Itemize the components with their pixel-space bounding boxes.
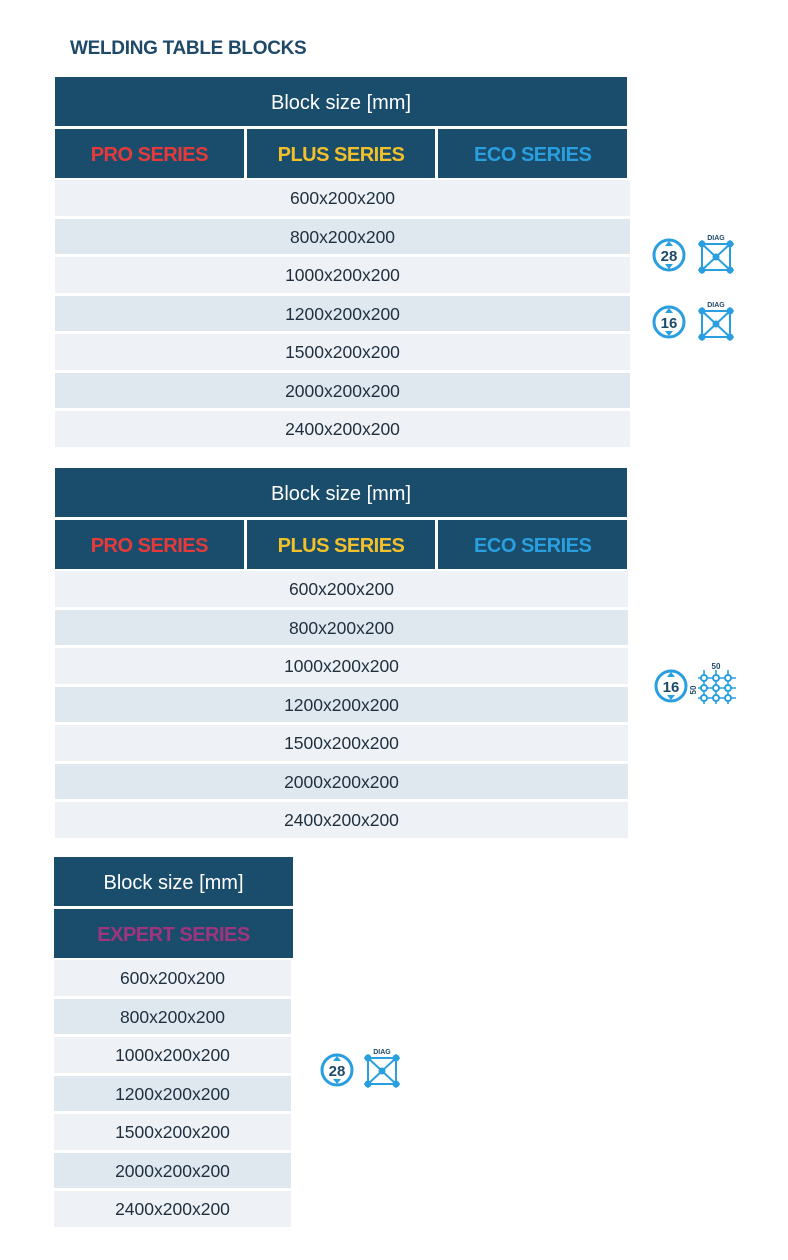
svg-text:DIAG: DIAG <box>373 1049 391 1056</box>
table-row: 2400x200x200 <box>55 411 630 447</box>
table-row: 800x200x200 <box>54 999 291 1035</box>
page-title: WELDING TABLE BLOCKS <box>70 38 307 59</box>
svg-text:DIAG: DIAG <box>707 302 725 309</box>
eco-series-label: ECO SERIES <box>438 129 627 178</box>
table-row: 1500x200x200 <box>55 334 630 370</box>
hole-28-diag-badge <box>652 232 738 278</box>
diagonal-grid-icon <box>698 307 734 341</box>
diagonal-grid-icon <box>364 1054 400 1088</box>
size-rows <box>55 571 628 838</box>
table-row: 600x200x200 <box>55 571 628 607</box>
table-row: 1000x200x200 <box>55 257 630 293</box>
table-row: 1000x200x200 <box>54 1037 291 1073</box>
table-row: 1000x200x200 <box>55 648 628 684</box>
block-size-table-2 <box>55 468 628 838</box>
table-row: 800x200x200 <box>55 219 630 255</box>
table-row: 1200x200x200 <box>55 687 628 723</box>
block-size-table-1 <box>55 77 630 447</box>
table-row: 1500x200x200 <box>54 1114 291 1150</box>
plus-series-label: PLUS SERIES <box>247 129 436 178</box>
pro-series-label: PRO SERIES <box>55 520 244 569</box>
hole-size-28-icon <box>654 240 684 270</box>
table-header: Block size [mm] <box>55 77 627 126</box>
svg-text:28: 28 <box>328 1063 346 1080</box>
svg-text:50: 50 <box>689 685 698 695</box>
svg-text:16: 16 <box>660 315 678 332</box>
pro-series-label: PRO SERIES <box>55 129 244 178</box>
table-row: 1200x200x200 <box>54 1076 291 1112</box>
table-row: 800x200x200 <box>55 610 628 646</box>
hole-size-16-icon <box>656 671 686 701</box>
table-row: 600x200x200 <box>55 180 630 216</box>
hole-size-16-icon <box>654 307 684 337</box>
eco-series-label: ECO SERIES <box>438 520 627 569</box>
square-grid-icon <box>698 670 736 704</box>
table-row: 2400x200x200 <box>54 1191 291 1227</box>
table-row: 2400x200x200 <box>55 802 628 838</box>
series-header-row <box>55 520 627 569</box>
table-row: 1500x200x200 <box>55 725 628 761</box>
svg-text:50: 50 <box>711 662 721 671</box>
svg-text:DIAG: DIAG <box>707 235 725 242</box>
table-row: 2000x200x200 <box>55 373 630 409</box>
size-rows <box>55 180 630 447</box>
table-row: 2000x200x200 <box>55 764 628 800</box>
svg-text:16: 16 <box>662 679 680 696</box>
series-header-row <box>55 129 627 178</box>
table-header: Block size [mm] <box>54 857 293 906</box>
series-header-row <box>54 909 293 958</box>
plus-series-label: PLUS SERIES <box>247 520 436 569</box>
size-rows <box>54 960 291 1227</box>
hole-size-28-icon <box>322 1055 352 1085</box>
expert-series-label: EXPERT SERIES <box>54 909 293 958</box>
hole-16-diag-badge <box>652 299 738 345</box>
hole-28-diag-badge <box>318 1046 404 1092</box>
table-header: Block size [mm] <box>55 468 627 517</box>
hole-16-grid-badge <box>654 662 744 710</box>
diagonal-grid-icon <box>698 240 734 274</box>
table-row: 1200x200x200 <box>55 296 630 332</box>
table-row: 2000x200x200 <box>54 1153 291 1189</box>
svg-text:28: 28 <box>660 248 678 265</box>
block-size-table-expert <box>54 857 293 1227</box>
table-row: 600x200x200 <box>54 960 291 996</box>
